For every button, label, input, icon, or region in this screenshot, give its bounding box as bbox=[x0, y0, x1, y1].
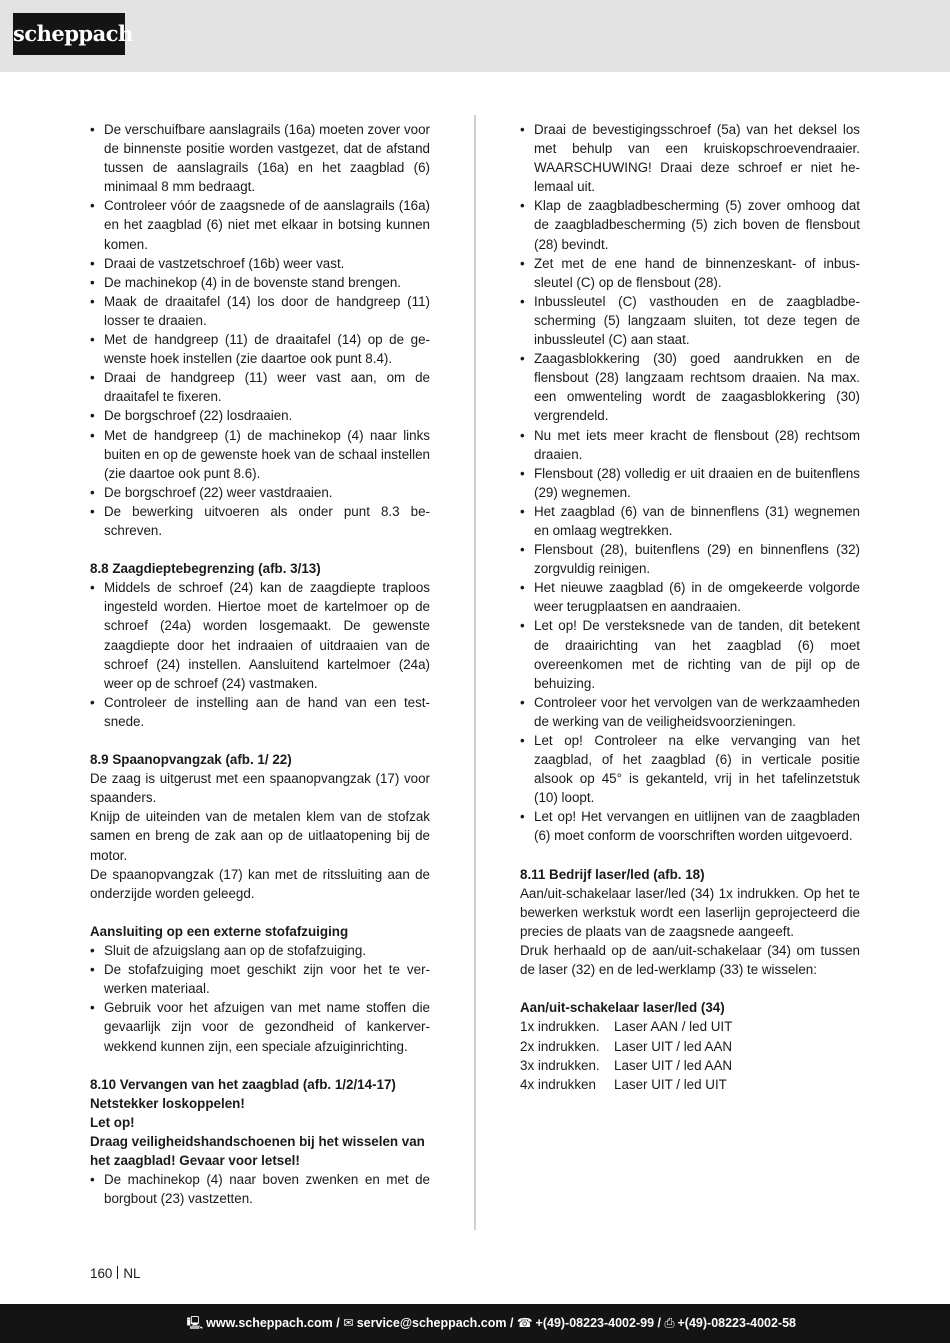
list-item: • Let op! Controleer na elke vervanging van het zaagblad, of het zaagblad (6) in verticale positie alsook op 45° is gekanteld, vrij in het tafelinzetstuk (10) loopt. bbox=[520, 731, 860, 807]
switch-mode-row bbox=[520, 1017, 860, 1036]
list-item: • De machinekop (4) naar boven zwenken en met de borgbout (23) vastzetten. bbox=[90, 1170, 430, 1208]
list-item: • Gebruik voor het afzuigen van met name stoffen die gevaarlijk zijn voor de gezondheid of kankerverwekkend kunnen zijn, een speciale afzuiginrichting. bbox=[90, 998, 430, 1055]
paragraph: Knijp de uiteinden van de metalen klem van de stofzak samen en breng de zak aan op de uitlaatopening bij de motor. bbox=[90, 809, 430, 863]
list-item: • Let op! De versteksnede van de tanden, dit betekent de draairichting van het zaagblad (6) moet overeenkomen met de richting van de pijl op de behuizing. bbox=[520, 616, 860, 692]
footer-fax: +(49)-08223-4002-58 bbox=[677, 1316, 796, 1330]
list-item: • De stofafzuiging moet geschikt zijn voor het te verwerken materiaal. bbox=[90, 960, 430, 998]
scheppach-logo: scheppach bbox=[13, 13, 125, 55]
footer-phone: +(49)-08223-4002-99 bbox=[535, 1316, 655, 1330]
list-item: • Draai de vastzetschroef (16b) weer vast. bbox=[90, 254, 430, 273]
switch-modes-table bbox=[520, 1017, 860, 1093]
footer-bar bbox=[0, 1304, 950, 1343]
list-item: • Controleer voor het vervolgen van de werkzaamheden de werking van de veiligheidsvoorzieningen. bbox=[520, 693, 860, 731]
paragraph: Druk herhaald op de aan/uit-schakelaar (34) om tussen de laser (32) en de led-werklamp (33) te wisselen: bbox=[520, 943, 860, 978]
section-8-9-heading: 8.9 Spaanopvangzak (afb. 1/ 22) bbox=[90, 752, 292, 768]
list-item: • De bewerking uitvoeren als onder punt 8.3 beschreven. bbox=[90, 502, 430, 540]
right-column bbox=[520, 120, 860, 1094]
list-item: • Nu met iets meer kracht de flensbout (28) rechtsom draaien. bbox=[520, 426, 860, 464]
warning-line: Netstekker loskoppelen! bbox=[90, 1095, 245, 1111]
paragraph: De spaanopvangzak (17) kan met de ritssluiting aan de onderzijde worden geleegd. bbox=[90, 866, 430, 901]
section-8-8-list bbox=[90, 578, 430, 731]
page-language: NL bbox=[123, 1266, 141, 1281]
paragraph: Aan/uit-schakelaar laser/led (34) 1x indrukken. Op het te bewerken werkstuk wordt een laserlijn geprojecteerd die precies de plaats van de zaagsnede aangeeft. bbox=[520, 885, 860, 939]
list-item: • Controleer de instelling aan de hand van een testsnede. bbox=[90, 693, 430, 731]
switch-mode-row bbox=[520, 1037, 860, 1056]
paragraph: De zaag is uitgerust met een spaanopvangzak (17) voor spaanders. bbox=[90, 771, 430, 806]
mode-state: Laser AAN / led UIT bbox=[614, 1019, 733, 1035]
left-bullet-list bbox=[90, 120, 430, 540]
section-8-10-heading: 8.10 Vervangen van het zaagblad (afb. 1/2/14-17) bbox=[90, 1076, 396, 1092]
page-number-separator bbox=[117, 1266, 118, 1279]
list-item: • Met de handgreep (11) de draaitafel (14) op de gewenste hoek instellen (zie daartoe ook punt 8.4). bbox=[90, 330, 430, 368]
footer-separator: / bbox=[336, 1316, 340, 1330]
switch-mode-row bbox=[520, 1056, 860, 1075]
list-item: • Inbussleutel (C) vasthouden en de zaagbladbescherming (5) langzaam sluiten, tot deze tegen de inbussleutel (C) aan staat. bbox=[520, 292, 860, 349]
list-item: • Sluit de afzuigslang aan op de stofafzuiging. bbox=[90, 941, 430, 960]
mode-state: Laser UIT / led AAN bbox=[614, 1057, 733, 1073]
list-item: • Draai de bevestigingsschroef (5a) van het deksel los met behulp van een kruiskopschroevendraaier. WAARSCHUWING! Draai deze schroef er niet helemaal uit. bbox=[520, 120, 860, 196]
computer-icon: 🖳 bbox=[186, 1316, 204, 1330]
list-item: • Middels de schroef (24) kan de zaagdiepte traploos ingesteld worden. Hiertoe moet de kartelmoer op de schroef (24a) worden losgemaakt. De gewenste zaagdiepte door het indraaien of uitdraaien van de schroef (24) instellen. Aansluitend kartelmoer (24a) weer op de schroef (24) vastmaken. bbox=[90, 578, 430, 693]
right-bullet-list bbox=[520, 120, 860, 846]
dust-extraction-heading: Aansluiting op een externe stofafzuiging bbox=[90, 923, 349, 939]
column-divider bbox=[474, 115, 476, 1230]
list-item: • De borgschroef (22) losdraaien. bbox=[90, 406, 430, 425]
list-item: • Het nieuwe zaagblad (6) in de omgekeerde volgorde weer terugplaatsen en aandraaien. bbox=[520, 578, 860, 616]
warning-line: Let op! bbox=[90, 1114, 135, 1130]
left-column bbox=[90, 120, 430, 1208]
list-item: • De machinekop (4) in de bovenste stand brengen. bbox=[90, 273, 430, 292]
list-item: • Controleer vóór de zaagsnede of de aanslagrails (16a) en het zaagblad (6) niet met elkaar in botsing kunnen komen. bbox=[90, 196, 430, 253]
warning-line: Draag veiligheidshandschoenen bij het wisselen van het zaagblad! Gevaar voor letsel! bbox=[90, 1133, 425, 1169]
mail-icon: ✉ bbox=[343, 1316, 354, 1330]
list-item: • Zet met de ene hand de binnenzeskant- of inbussleutel (C) op de flensbout (28). bbox=[520, 254, 860, 292]
page-number bbox=[90, 1264, 140, 1283]
footer-website[interactable]: www.scheppach.com bbox=[206, 1316, 333, 1330]
section-8-8-heading: 8.8 Zaagdieptebegrenzing (afb. 3/13) bbox=[90, 561, 321, 577]
list-item: • Met de handgreep (1) de machinekop (4) naar links buiten en op de gewenste hoek van de schaal instellen (zie daartoe ook punt 8.6). bbox=[90, 426, 430, 483]
mode-state: Laser UIT / led AAN bbox=[614, 1038, 733, 1054]
mode-state: Laser UIT / led UIT bbox=[614, 1076, 727, 1092]
list-item: • Maak de draaitafel (14) los door de handgreep (11) losser te draaien. bbox=[90, 292, 430, 330]
press-count: 1x indrukken. bbox=[520, 1019, 600, 1035]
list-item: • Flensbout (28), buitenflens (29) en binnenflens (32) zorgvuldig reinigen. bbox=[520, 540, 860, 578]
section-8-10-list bbox=[90, 1170, 430, 1208]
list-item: • Draai de handgreep (11) weer vast aan, om de draaitafel te fixeren. bbox=[90, 368, 430, 406]
dust-extraction-list bbox=[90, 941, 430, 1056]
list-item: • Zaagasblokkering (30) goed aandrukken en de flensbout (28) langzaam rechtsom draaien. Na max. een omwenteling wordt de zaagasblokkering (30) vergrendeld. bbox=[520, 349, 860, 425]
section-8-11-heading: 8.11 Bedrijf laser/led (afb. 18) bbox=[520, 866, 705, 882]
list-item: • De borgschroef (22) weer vastdraaien. bbox=[90, 483, 430, 502]
list-item: • Let op! Het vervangen en uitlijnen van de zaagbladen (6) moet conform de voorschriften worden uitgevoerd. bbox=[520, 807, 860, 845]
footer-email[interactable]: service@scheppach.com bbox=[356, 1316, 507, 1330]
footer-separator: / bbox=[509, 1316, 514, 1330]
press-count: 3x indrukken. bbox=[520, 1057, 600, 1073]
list-item: • Klap de zaagbladbescherming (5) zover omhoog dat de zaagbladbescherming (5) zich boven de flensbout (28) bevindt. bbox=[520, 196, 860, 253]
press-count: 4x indrukken bbox=[520, 1076, 596, 1092]
fax-icon: ⎙ bbox=[664, 1316, 675, 1330]
list-item: • Het zaagblad (6) van de binnenflens (31) wegnemen en omlaag wegtrekken. bbox=[520, 502, 860, 540]
page-number-value: 160 bbox=[90, 1266, 113, 1281]
list-item: • Flensbout (28) volledig er uit draaien en de buitenflens (29) wegnemen. bbox=[520, 464, 860, 502]
footer-separator: / bbox=[657, 1316, 661, 1330]
switch-modes-heading: Aan/uit-schakelaar laser/led (34) bbox=[520, 1000, 725, 1016]
press-count: 2x indrukken. bbox=[520, 1038, 600, 1054]
list-item: • De verschuifbare aanslagrails (16a) moeten zover voor de binnenste positie worden vastgezet, dat de afstand tussen de aanslagrails (16a) en het zaagblad (6) minimaal 8 mm bedraagt. bbox=[90, 120, 430, 196]
switch-mode-row bbox=[520, 1075, 860, 1094]
phone-icon: ☎ bbox=[516, 1316, 533, 1330]
header-bar bbox=[0, 0, 950, 72]
